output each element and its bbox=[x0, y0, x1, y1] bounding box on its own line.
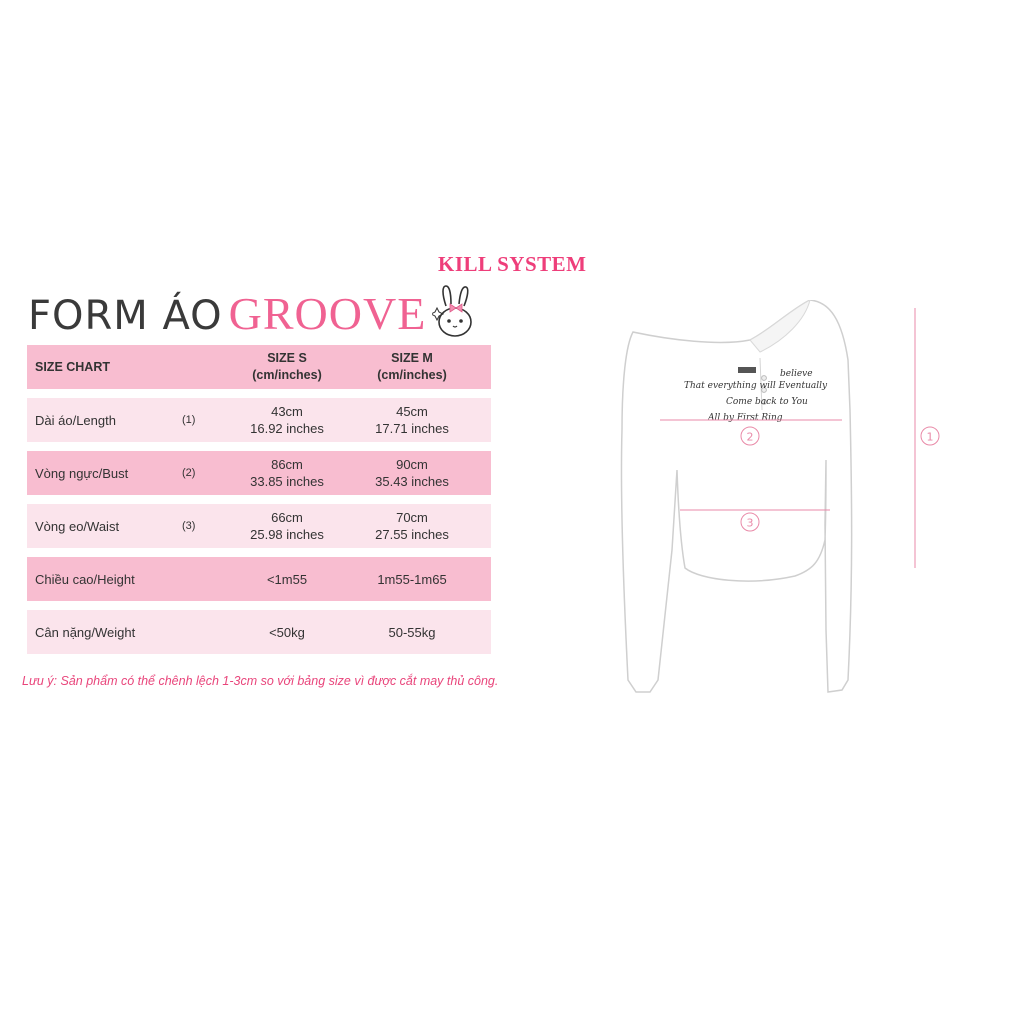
row-marker: (1) bbox=[182, 413, 196, 426]
table-row bbox=[27, 504, 491, 548]
bunny-icon bbox=[432, 284, 478, 340]
row-size-m-in: 17.71 inches bbox=[375, 421, 449, 436]
row-label: Cân nặng/Weight bbox=[35, 624, 136, 640]
row-size-m bbox=[357, 398, 467, 442]
marker-3: 3 bbox=[746, 516, 754, 530]
table-row bbox=[27, 398, 491, 442]
row-size-s bbox=[232, 504, 342, 548]
row-marker: (2) bbox=[182, 466, 196, 479]
row-size-s-cm: 66cm bbox=[271, 510, 303, 525]
row-label: Vòng ngực/Bust bbox=[35, 465, 129, 481]
row-size-m bbox=[357, 451, 467, 495]
header-size-m-title: SIZE M bbox=[391, 351, 433, 365]
table-row bbox=[27, 557, 491, 601]
row-size-s-in: 25.98 inches bbox=[250, 527, 324, 542]
table-row bbox=[27, 451, 491, 495]
table-header-row bbox=[27, 345, 491, 389]
marker-1: 1 bbox=[926, 430, 934, 444]
marker-2: 2 bbox=[746, 430, 754, 444]
table-row bbox=[27, 610, 491, 654]
row-size-s-in: 33.85 inches bbox=[250, 474, 324, 489]
row-size-s bbox=[232, 451, 342, 495]
row-size-m bbox=[357, 504, 467, 548]
print-line: believe bbox=[780, 369, 813, 379]
row-size-m-value: 50-55kg bbox=[388, 624, 436, 640]
header-size-m bbox=[357, 345, 467, 389]
row-size-s-value: <1m55 bbox=[266, 571, 308, 587]
title-form: FORM ÁO bbox=[28, 293, 223, 339]
header-size-s-unit: (cm/inches) bbox=[252, 368, 322, 382]
row-label: Vòng eo/Waist bbox=[35, 518, 120, 534]
row-label: Dài áo/Length bbox=[35, 412, 116, 428]
row-size-m-value: 1m55-1m65 bbox=[377, 571, 447, 587]
row-size-s-cm: 86cm bbox=[271, 457, 303, 472]
row-size-s bbox=[232, 398, 342, 442]
print-line: Come back to You bbox=[726, 397, 808, 407]
row-size-m-in: 35.43 inches bbox=[375, 474, 449, 489]
size-note: Lưu ý: Sản phẩm có thể chênh lệch 1-3cm so với bảng size vì được cắt may thủ công. bbox=[22, 674, 499, 688]
row-marker: (3) bbox=[182, 519, 196, 532]
row-size-m bbox=[357, 610, 467, 654]
row-size-s bbox=[232, 610, 342, 654]
print-line: That everything will Eventually bbox=[684, 381, 828, 391]
row-size-m-in: 27.55 inches bbox=[375, 527, 449, 542]
header-size-s bbox=[232, 345, 342, 389]
row-size-m bbox=[357, 557, 467, 601]
header-label: SIZE CHART bbox=[35, 359, 110, 374]
shirt-image bbox=[580, 300, 960, 720]
print-line: All by First Ring bbox=[708, 413, 783, 423]
row-size-m-cm: 45cm bbox=[396, 404, 428, 419]
title-groove: GROOVE bbox=[228, 288, 427, 339]
row-size-s-in: 16.92 inches bbox=[250, 421, 324, 436]
brand-name: KILL SYSTEM bbox=[438, 252, 587, 276]
page-title bbox=[28, 289, 426, 341]
header-size-s-title: SIZE S bbox=[267, 351, 307, 365]
row-size-m-cm: 90cm bbox=[396, 457, 428, 472]
row-size-s-value: <50kg bbox=[269, 624, 305, 640]
row-size-s bbox=[232, 557, 342, 601]
row-size-s-cm: 43cm bbox=[271, 404, 303, 419]
header-size-m-unit: (cm/inches) bbox=[377, 368, 447, 382]
row-label: Chiều cao/Height bbox=[35, 571, 135, 587]
row-size-m-cm: 70cm bbox=[396, 510, 428, 525]
